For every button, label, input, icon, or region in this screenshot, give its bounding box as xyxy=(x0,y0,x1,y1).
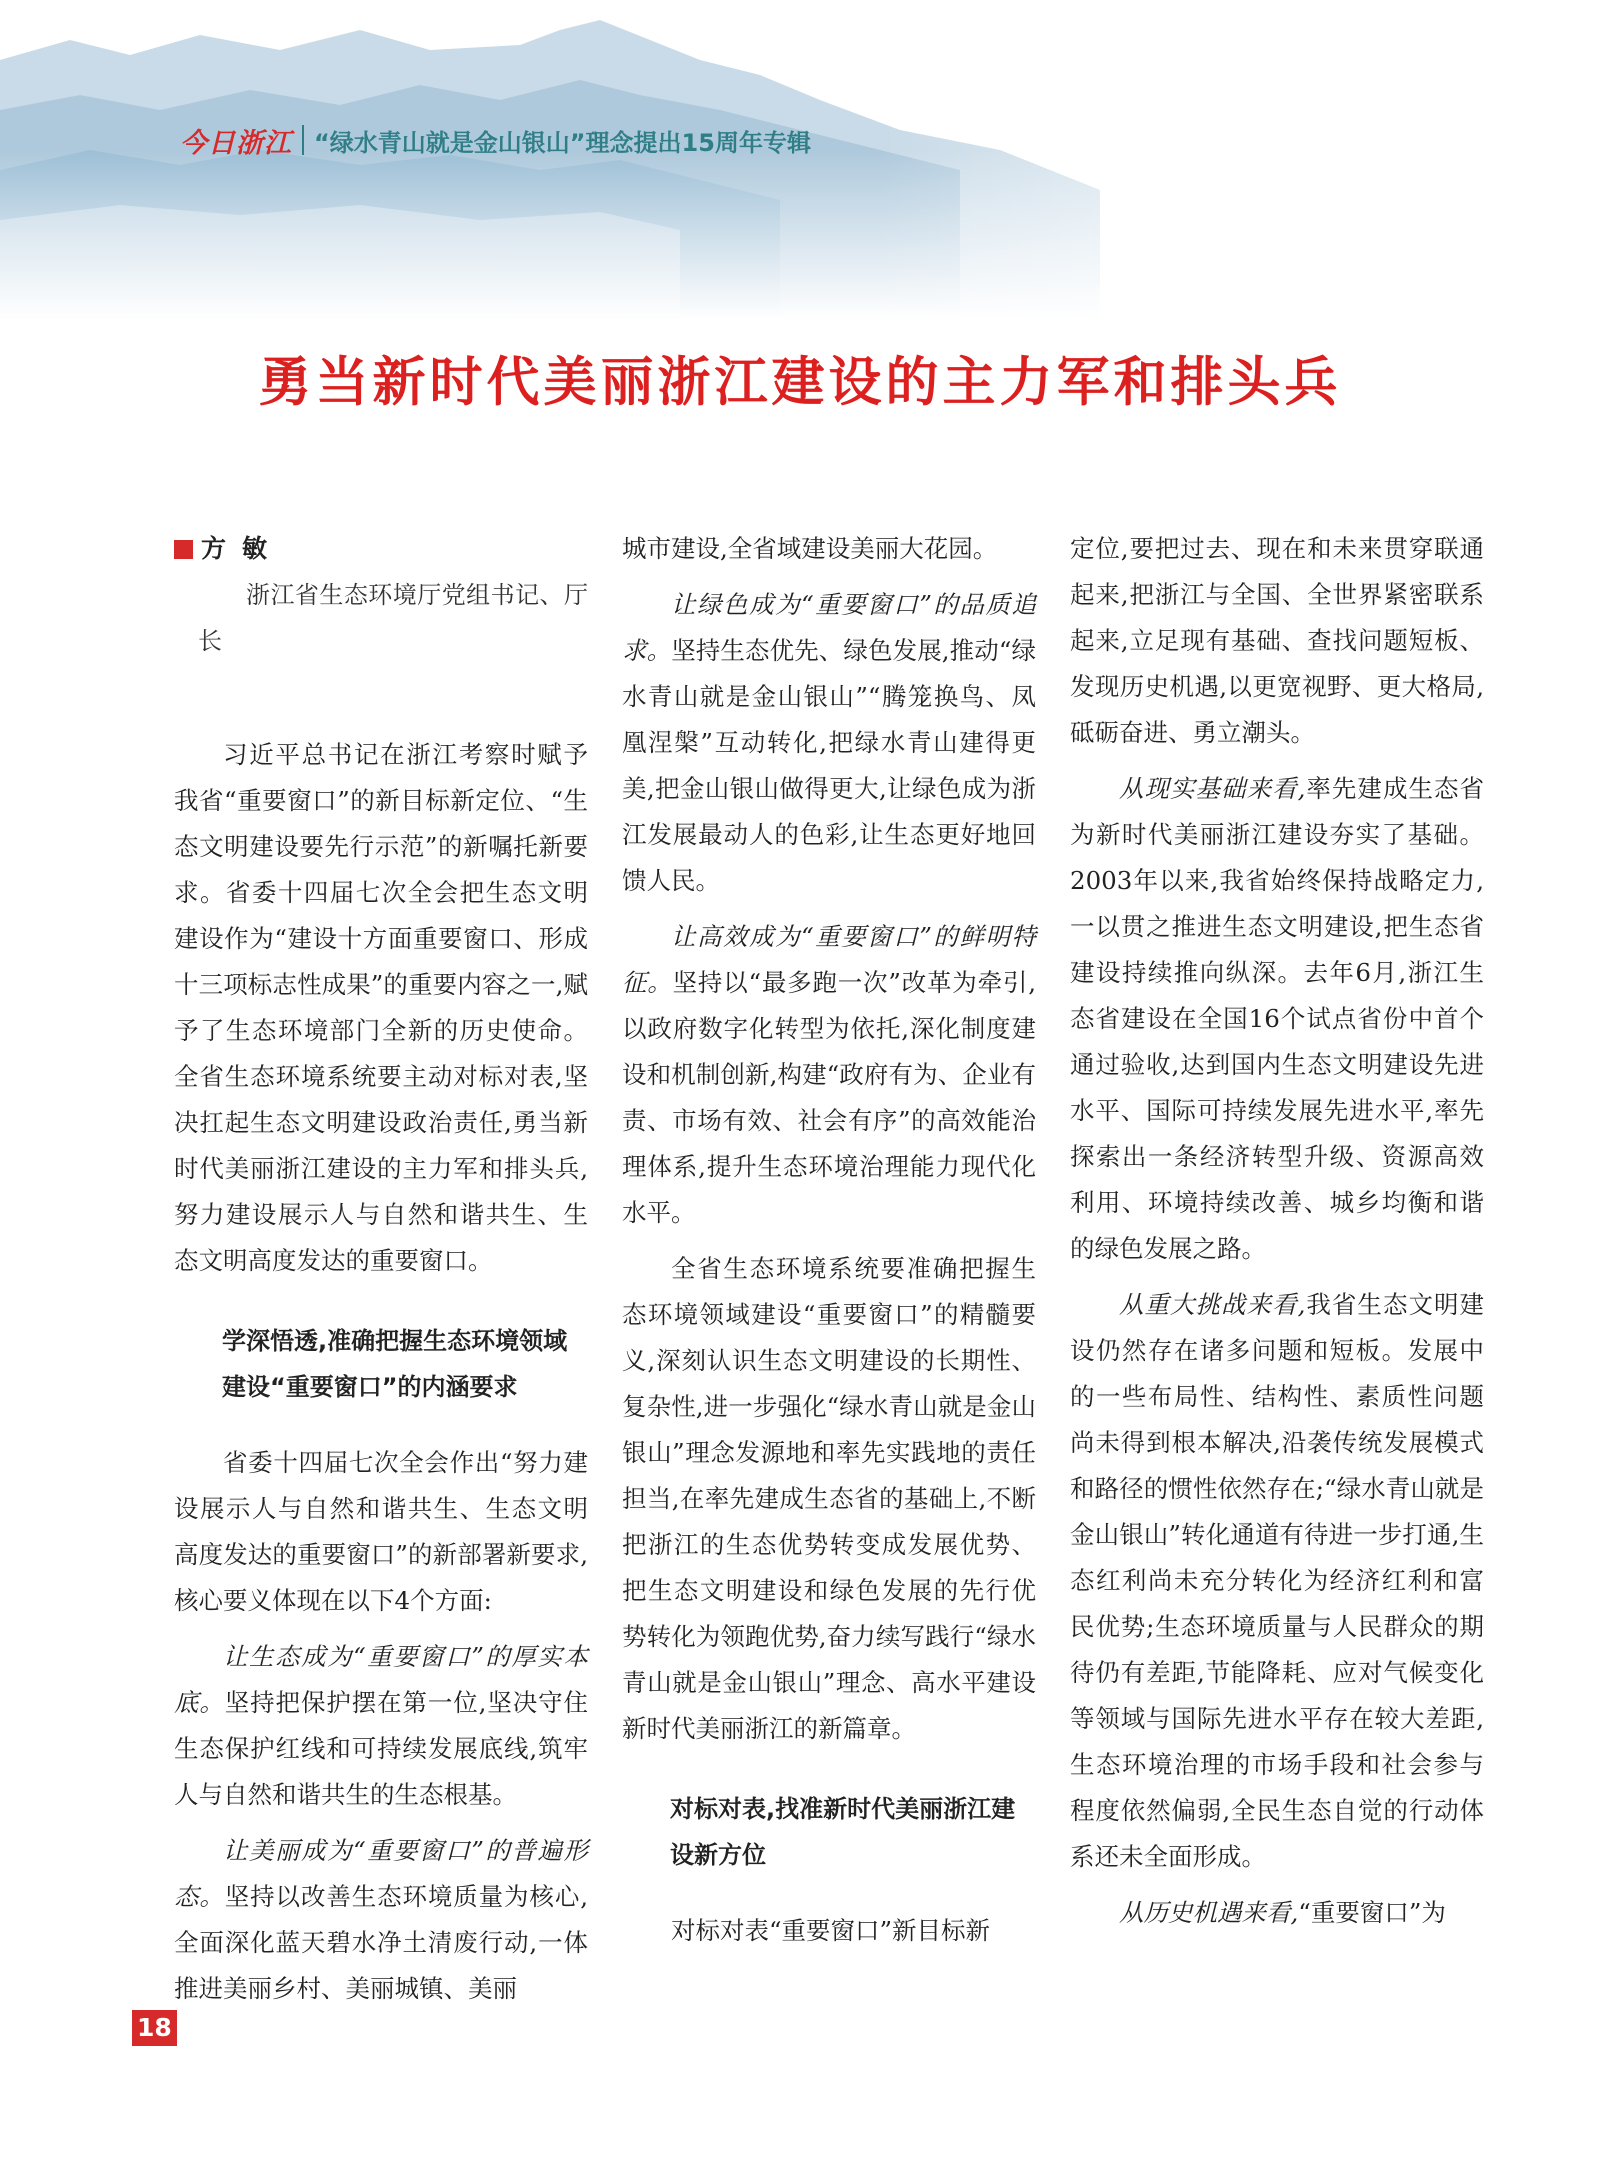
article-title: 勇当新时代美丽浙江建设的主力军和排头兵 xyxy=(258,351,1342,413)
author-position: 浙江省生态环境厅党组书记、厅长 xyxy=(198,581,588,655)
lead-phrase: 让高效成为“重要窗口”的鲜明特征。 xyxy=(622,922,1036,997)
author-line xyxy=(174,526,588,572)
paragraph xyxy=(622,914,1036,1236)
masthead xyxy=(180,120,811,160)
paragraph: 全省生态环境系统要准确把握生态环境领域建设“重要窗口”的精髓要义,深刻认识生态文明建设的长期性、复杂性,进一步强化“绿水青山就是金山银山”理念发源地和率先实践地的责任担当,在率先建成生态省的基础上,不断把浙江的生态优势转变成发展优势、把生态文明建设和绿色发展的先行优势转化为领跑优势,奋力续写践行“绿水青山就是金山银山”理念、高水平建设新时代美丽浙江的新篇章。 xyxy=(622,1254,1036,1743)
paragraph-body: 坚持以改善生态环境质量为核心,全面深化蓝天碧水净土清废行动,一体推进美丽乡村、美丽城镇、美丽 xyxy=(174,1882,588,2003)
lead-phrase: 让绿色成为“重要窗口”的品质追求。 xyxy=(622,590,1036,665)
lead-phrase: 让生态成为“重要窗口”的厚实本底。 xyxy=(174,1642,588,1717)
author-name: 方敏 xyxy=(201,534,284,563)
lead-phrase: 从历史机遇来看, xyxy=(1119,1898,1299,1927)
paragraph-body: 坚持生态优先、绿色发展,推动“绿水青山就是金山银山”“腾笼换鸟、凤凰涅槃”互动转化,把绿水青山建得更美,把金山银山做得更大,让绿色成为浙江发展最动人的色彩,让生态更好地回馈人民。 xyxy=(622,636,1037,895)
page-number: 18 xyxy=(132,2010,177,2046)
paragraph: 对标对表“重要窗口”新目标新 xyxy=(671,1916,991,1945)
paragraph-body: 坚持以“最多跑一次”改革为牵引,以政府数字化转型为依托,深化制度建设和机制创新,构建“政府有为、企业有责、市场有效、社会有序”的高效能治理体系,提升生态环境治理能力现代化水平。 xyxy=(622,968,1036,1227)
paragraph xyxy=(174,1634,588,1818)
section-heading-1: 学深悟透,准确把握生态环境领域建设“重要窗口”的内涵要求 xyxy=(222,1327,568,1401)
column-1 xyxy=(174,526,588,2022)
paragraph: 习近平总书记在浙江考察时赋予我省“重要窗口”的新目标新定位、“生态文明建设要先行示范”的新嘱托新要求。省委十四届七次全会把生态文明建设作为“建设十方面重要窗口、形成十三项标志性成果”的重要内容之一,赋予了生态环境部门全新的历史使命。全省生态环境系统要主动对标对表,坚决扛起生态文明建设政治责任,勇当新时代美丽浙江建设的主力军和排头兵,努力建设展示人与自然和谐共生、生态文明高度发达的重要窗口。 xyxy=(174,740,588,1275)
paragraph xyxy=(1070,1282,1484,1880)
paragraph-body: “重要窗口”为 xyxy=(1298,1898,1446,1927)
paragraph xyxy=(1070,1890,1484,1936)
mountain-illustration xyxy=(0,0,1600,320)
mountain-banner xyxy=(0,0,1600,320)
column-2 xyxy=(622,526,1036,1964)
paragraph xyxy=(1070,766,1484,1272)
author-marker xyxy=(174,540,193,559)
lead-phrase: 从现实基础来看, xyxy=(1119,774,1306,803)
section-heading-2: 对标对表,找准新时代美丽浙江建设新方位 xyxy=(670,1795,1016,1869)
paragraph: 省委十四届七次全会作出“努力建设展示人与自然和谐共生、生态文明高度发达的重要窗口”的新部署新要求,核心要义体现在以下4个方面: xyxy=(174,1448,588,1615)
paragraph-continued: 定位,要把过去、现在和未来贯穿联通起来,把浙江与全国、全世界紧密联系起来,立足现有基础、查找问题短板、发现历史机遇,以更宽视野、更大格局,砥砺奋进、勇立潮头。 xyxy=(1070,534,1484,747)
paragraph-body: 坚持把保护摆在第一位,坚决守住生态保护红线和可持续发展底线,筑牢人与自然和谐共生的生态根基。 xyxy=(174,1688,588,1809)
paragraph-body: 我省生态文明建设仍然存在诸多问题和短板。发展中的一些布局性、结构性、素质性问题尚未得到根本解决,沿袭传统发展模式和路径的惯性依然存在;“绿水青山就是金山银山”转化通道有待进一步打通,生态红利尚未充分转化为经济红利和富民优势;生态环境质量与人民群众的期待仍有差距,节能降耗、应对气候变化等领域与国际先进水平存在较大差距,生态环境治理的市场手段和社会参与程度依然偏弱,全民生态自觉的行动体系还未全面形成。 xyxy=(1070,1290,1484,1871)
masthead-divider xyxy=(302,125,304,155)
magazine-logo: 今日浙江 xyxy=(180,127,292,159)
paragraph-continued: 城市建设,全省域建设美丽大花园。 xyxy=(622,534,998,563)
paragraph xyxy=(174,1828,588,2012)
special-issue-title: “绿水青山就是金山银山”理念提出15周年专辑 xyxy=(314,128,811,157)
column-3 xyxy=(1070,526,1484,1946)
lead-phrase: 让美丽成为“重要窗口”的普遍形态。 xyxy=(174,1836,588,1911)
paragraph-body: 率先建成生态省为新时代美丽浙江建设夯实了基础。2003年以来,我省始终保持战略定力,一以贯之推进生态文明建设,把生态省建设持续推向纵深。去年6月,浙江生态省建设在全国16个试点省份中首个通过验收,达到国内生态文明建设先进水平、国际可持续发展先进水平,率先探索出一条经济转型升级、资源高效利用、环境持续改善、城乡均衡和谐的绿色发展之路。 xyxy=(1070,774,1484,1263)
paragraph xyxy=(622,582,1036,904)
lead-phrase: 从重大挑战来看, xyxy=(1119,1290,1306,1319)
